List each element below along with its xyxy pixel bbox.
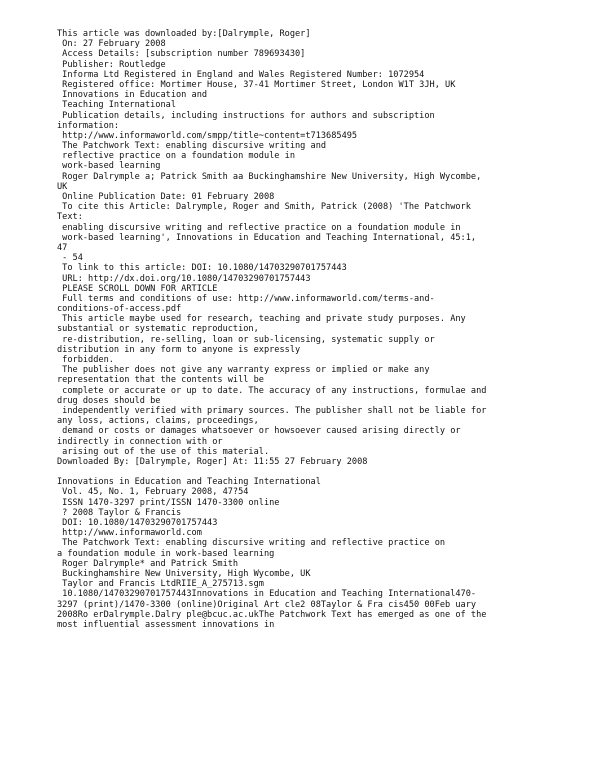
cover-line: UK bbox=[57, 181, 68, 192]
cover-line: To link to this article: DOI: 10.1080/14703290701757443 bbox=[57, 263, 347, 274]
cover-line: URL: http://dx.doi.org/10.1080/14703290701757443 bbox=[57, 273, 311, 284]
cover-line: Teaching International bbox=[57, 100, 176, 111]
cover-line: substantial or systematic reproduction, bbox=[57, 324, 259, 335]
article-line: a foundation module in work-based learning bbox=[57, 548, 275, 559]
cover-line: conditions-of-access.pdf bbox=[57, 304, 182, 315]
article-line: Buckinghamshire New University, High Wycombe, UK bbox=[57, 568, 311, 579]
cover-line: Innovations in Education and bbox=[57, 90, 208, 101]
cover-line: demand or costs or damages whatsoever or howsoever caused arising directly or bbox=[57, 426, 461, 437]
cover-line: complete or accurate or up to date. The accuracy of any instructions, formulae and bbox=[57, 385, 487, 396]
cover-line: Publication details, including instructions for authors and subscription bbox=[57, 110, 435, 121]
cover-line: http://www.informaworld.com/smpp/title~content=t713685495 bbox=[57, 130, 358, 141]
cover-line: On: 27 February 2008 bbox=[57, 39, 166, 50]
cover-line: This article maybe used for research, teaching and private study purposes. Any bbox=[57, 314, 466, 325]
article-line: ? 2008 Taylor & Francis bbox=[57, 507, 182, 518]
cover-line: drug doses should be bbox=[57, 395, 161, 406]
article-line: most influential assessment innovations in bbox=[57, 619, 275, 630]
cover-line: This article was downloaded by:[Dalrymple, Roger] bbox=[57, 29, 311, 39]
article-line: 2008Ro erDalrymple.Dalry ple@bcuc.ac.ukThe Patchwork Text has emerged as one of the bbox=[57, 609, 487, 620]
article-line: DOI: 10.1080/14703290701757443 bbox=[57, 518, 218, 528]
article-line: The Patchwork Text: enabling discursive writing and reflective practice on bbox=[57, 538, 446, 549]
cover-line: Roger Dalrymple a; Patrick Smith aa Buckinghamshire New University, High Wycombe, bbox=[57, 171, 482, 182]
cover-line: reflective practice on a foundation module in bbox=[57, 151, 295, 162]
article-line: Innovations in Education and Teaching International bbox=[57, 477, 321, 488]
cover-line: Full terms and conditions of use: http://www.informaworld.com/terms-and- bbox=[57, 293, 435, 304]
cover-line: indirectly in connection with or bbox=[57, 436, 223, 447]
cover-line: Informa Ltd Registered in England and Wales Registered Number: 1072954 bbox=[57, 69, 425, 80]
cover-line: re-distribution, re-selling, loan or sub-licensing, systematic supply or bbox=[57, 334, 435, 345]
cover-line: enabling discursive writing and reflective practice on a foundation module in bbox=[57, 222, 461, 233]
cover-line: To cite this Article: Dalrymple, Roger and Smith, Patrick (2008) 'The Patchwork bbox=[57, 202, 471, 213]
download-stamp: Downloaded By: [Dalrymple, Roger] At: 11:55 27 February 2008 bbox=[57, 456, 368, 467]
cover-line: The publisher does not give any warranty express or implied or make any bbox=[57, 365, 430, 376]
cover-line: arising out of the use of this material. bbox=[57, 446, 270, 457]
cover-line: Online Publication Date: 01 February 2008 bbox=[57, 192, 275, 202]
cover-line: Access Details: [subscription number 789693430] bbox=[57, 49, 306, 60]
article-header-block bbox=[57, 477, 587, 630]
cover-line: Text: bbox=[57, 212, 83, 223]
section-gap bbox=[57, 467, 587, 477]
cover-line: distribution in any form to anyone is expressly bbox=[57, 344, 301, 355]
cover-line: representation that the contents will be bbox=[57, 375, 264, 386]
document-page bbox=[57, 29, 587, 630]
cover-line: The Patchwork Text: enabling discursive writing and bbox=[57, 141, 327, 152]
article-line: ISSN 1470-3297 print/ISSN 1470-3300 online bbox=[57, 497, 280, 508]
cover-line: work-based learning', Innovations in Education and Teaching International, 45:1, bbox=[57, 232, 477, 243]
cover-line: independently verified with primary sources. The publisher shall not be liable for bbox=[57, 405, 487, 416]
article-line: http://www.informaworld.com bbox=[57, 528, 202, 539]
cover-line: - 54 bbox=[57, 253, 83, 264]
cover-page-block bbox=[57, 29, 587, 467]
article-line: Taylor and Francis LtdRIIE_A_275713.sgm bbox=[57, 579, 264, 590]
cover-line: work-based learning bbox=[57, 161, 161, 172]
cover-line: forbidden. bbox=[57, 355, 114, 365]
article-line: Vol. 45, No. 1, February 2008, 47?54 bbox=[57, 487, 249, 498]
cover-line: PLEASE SCROLL DOWN FOR ARTICLE bbox=[57, 283, 218, 294]
cover-line: any loss, actions, claims, proceedings, bbox=[57, 416, 259, 427]
article-line: 3297 (print)/1470-3300 (online)Original Art cle2 08Taylor & Fra cis450 00Feb uary bbox=[57, 599, 477, 610]
article-line: Roger Dalrymple* and Patrick Smith bbox=[57, 558, 239, 569]
cover-line: Registered office: Mortimer House, 37-41 Mortimer Street, London W1T 3JH, UK bbox=[57, 79, 456, 90]
cover-line: Publisher: Routledge bbox=[57, 59, 166, 70]
cover-line: 47 bbox=[57, 242, 68, 253]
cover-line: information: bbox=[57, 120, 120, 131]
article-line: 10.1080/14703290701757443Innovations in Education and Teaching International470- bbox=[57, 589, 477, 600]
